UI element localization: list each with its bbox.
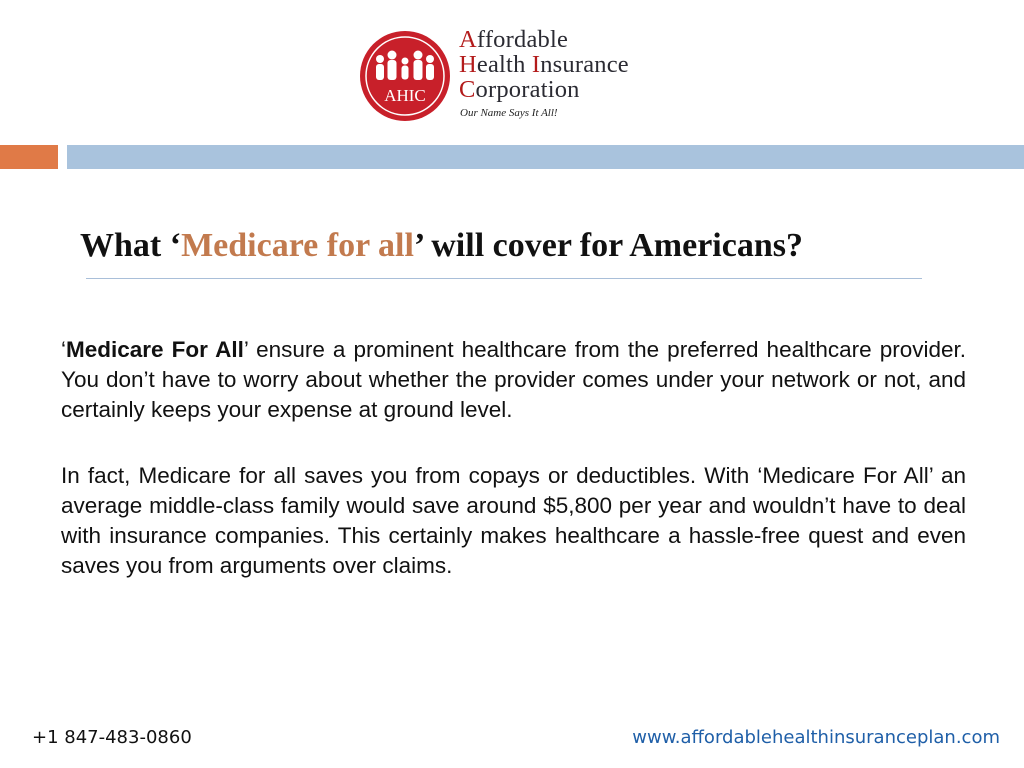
title-underline — [86, 278, 922, 279]
family-emblem-icon — [358, 29, 452, 123]
slide-body — [61, 335, 966, 581]
company-logo — [354, 27, 694, 137]
logo-line-health-insurance: Health Insurance — [459, 51, 629, 78]
footer-website-link[interactable]: www.affordablehealthinsuranceplan.com — [632, 727, 1000, 748]
paragraph-1-bold: Medicare For All — [66, 337, 244, 362]
title-highlight: Medicare for all — [181, 227, 414, 264]
logo-line-affordable: Affordable — [459, 26, 569, 53]
paragraph-1: ‘Medicare For All’ ensure a prominent healthcare from the preferred healthcare provider. You don’t have to worry about whether the provider comes under your network or not, and certainly keeps your expense at ground level. — [61, 337, 966, 422]
emblem-text: AHIC — [384, 86, 426, 105]
slide-title: What ‘Medicare for all’ will cover for Americans? — [80, 227, 803, 264]
logo-line-corporation: Corporation — [459, 76, 580, 103]
paragraph-2: In fact, Medicare for all saves you from copays or deductibles. With ‘Medicare For All’ an average middle-class family would save around $5,800 per year and wouldn’t have to deal with insurance companies. This certainly makes healthcare a hassle-free quest and even saves you from arguments over claims. — [61, 463, 966, 578]
logo-tagline: Our Name Says It All! — [460, 107, 558, 119]
accent-bar-blue — [67, 145, 1024, 169]
footer-phone: +1 847-483-0860 — [32, 727, 192, 748]
accent-bar-orange — [0, 145, 58, 169]
